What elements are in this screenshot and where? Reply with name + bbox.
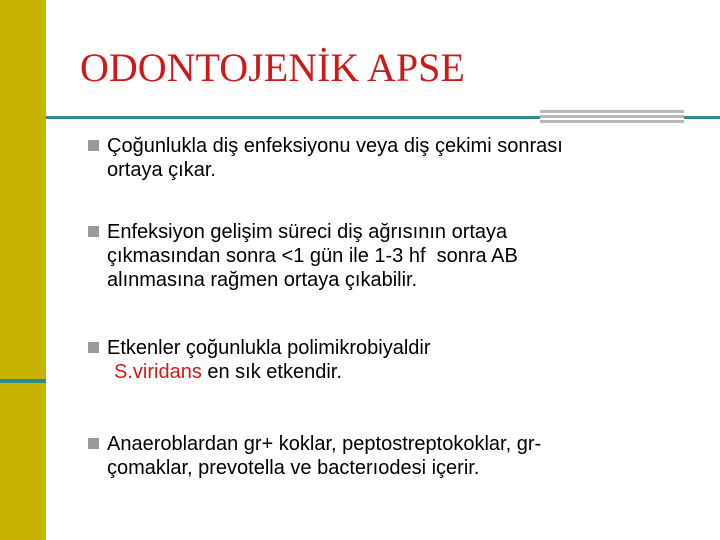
slide-title: ODONTOJENİK APSE xyxy=(80,45,465,90)
bullet-text-line: Etkenler çoğunlukla polimikrobiyaldir xyxy=(107,337,431,359)
bullet-text-line: çomaklar, prevotella ve bacterıodesi içerir. xyxy=(107,457,480,479)
bullet-text-line: Çoğunlukla diş enfeksiyonu veya diş çekimi sonrası xyxy=(107,135,563,157)
bullet-square-icon xyxy=(88,226,99,237)
bullet-text-line: çıkmasından sonra <1 gün ile 1-3 hf sonra AB xyxy=(107,245,518,267)
bullet-text-line: Enfeksiyon gelişim süreci diş ağrısının ortaya xyxy=(107,221,508,243)
bullet-text-line: alınmasına rağmen ortaya çıkabilir. xyxy=(107,269,418,291)
bullet-item xyxy=(88,220,687,292)
bullet-item xyxy=(88,336,687,384)
title-rule-stripes xyxy=(540,110,684,125)
bullet-text-rest: en sık etkendir. xyxy=(201,361,342,383)
bullet-item xyxy=(88,432,687,480)
bullet-square-icon xyxy=(88,342,99,353)
bullet-text-line xyxy=(107,360,687,384)
bullet-text-line: ortaya çıkar. xyxy=(107,159,216,181)
bullet-text-line: Anaeroblardan gr+ koklar, peptostreptokoklar, gr- xyxy=(107,433,542,455)
bullet-square-icon xyxy=(88,438,99,449)
bullet-square-icon xyxy=(88,140,99,151)
bullet-item xyxy=(88,134,687,182)
accent-bar xyxy=(0,0,46,540)
organism-name: S.viridans xyxy=(114,361,202,383)
accent-line xyxy=(0,379,46,383)
